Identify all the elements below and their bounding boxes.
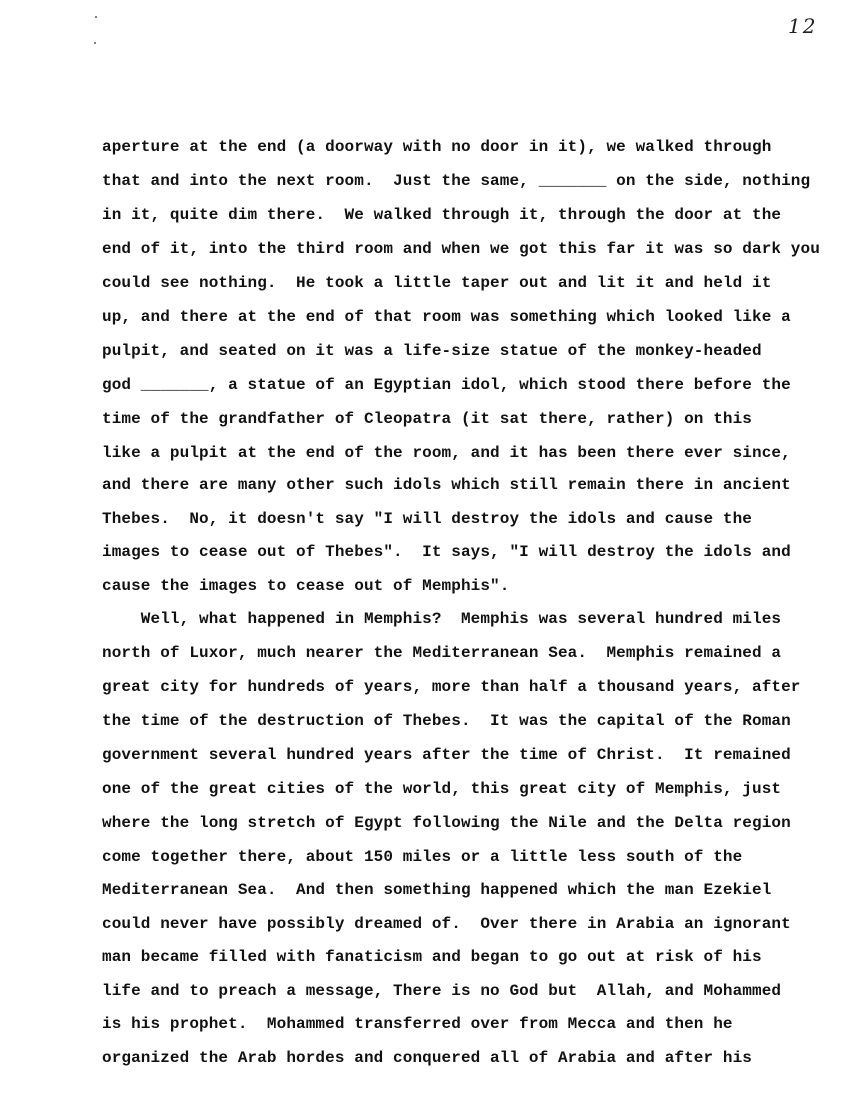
text-line: end of it, into the third room and when we got this far it was so dark you [102,240,820,258]
text-line: god _______, a statue of an Egyptian idol, which stood there before the [102,376,791,394]
text-line: Mediterranean Sea. And then something happened which the man Ezekiel [102,881,772,899]
text-line: government several hundred years after the time of Christ. It remained [102,746,791,764]
text-line: north of Luxor, much nearer the Mediterranean Sea. Memphis remained a [102,644,782,662]
text-line: like a pulpit at the end of the room, and it has been there ever since, [102,444,791,462]
text-line: the time of the destruction of Thebes. It was the capital of the Roman [102,712,791,730]
text-line: in it, quite dim there. We walked through it, through the door at the [102,206,782,224]
text-line: man became filled with fanaticism and began to go out at risk of his [102,948,762,966]
text-line: Thebes. No, it doesn't say "I will destroy the idols and cause the [102,510,753,528]
text-line: cause the images to cease out of Memphis". [102,577,510,595]
text-line: images to cease out of Thebes". It says, "I will destroy the idols and [102,543,791,561]
page-number: 12 [788,14,818,38]
text-line: where the long stretch of Egypt following the Nile and the Delta region [102,814,791,832]
text-line: Well, what happened in Memphis? Memphis was several hundred miles [102,610,782,628]
text-line: aperture at the end (a doorway with no door in it), we walked through [102,138,772,156]
text-line: come together there, about 150 miles or a little less south of the [102,848,743,866]
text-line: and there are many other such idols which still remain there in ancient [102,476,791,494]
paper-speck [94,42,96,44]
text-line: time of the grandfather of Cleopatra (it sat there, rather) on this [102,410,753,428]
text-line: is his prophet. Mohammed transferred over from Mecca and then he [102,1015,733,1033]
text-line: pulpit, and seated on it was a life-size statue of the monkey-headed [102,342,762,360]
text-line: great city for hundreds of years, more than half a thousand years, after [102,678,801,696]
paper-speck [95,16,97,18]
text-line: could never have possibly dreamed of. Over there in Arabia an ignorant [102,915,791,933]
text-line: up, and there at the end of that room was something which looked like a [102,308,791,326]
text-line: that and into the next room. Just the same, _______ on the side, nothing [102,172,811,190]
text-line: life and to preach a message, There is no God but Allah, and Mohammed [102,982,782,1000]
text-line: one of the great cities of the world, this great city of Memphis, just [102,780,782,798]
text-line: could see nothing. He took a little taper out and lit it and held it [102,274,772,292]
text-line: organized the Arab hordes and conquered all of Arabia and after his [102,1049,753,1067]
